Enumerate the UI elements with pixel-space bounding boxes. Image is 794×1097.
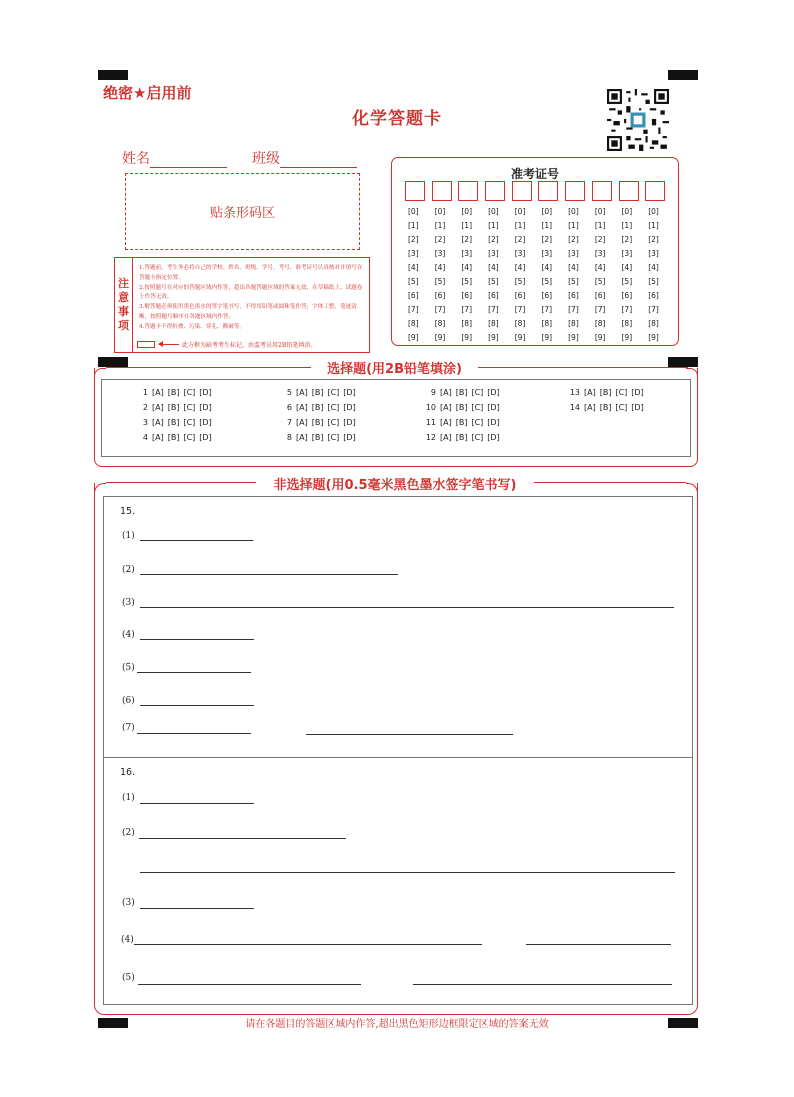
choice-question-3 — [134, 418, 216, 427]
exam-id-bubble[interactable]: [8] — [488, 319, 499, 328]
option-bubble[interactable]: [A] — [296, 433, 308, 442]
option-bubble[interactable]: [B] — [167, 418, 180, 427]
exam-id-bubble[interactable]: [5] — [434, 277, 446, 286]
exam-id-bubble[interactable]: [4] — [648, 263, 659, 272]
exam-id-bubble[interactable]: [4] — [434, 263, 446, 272]
exam-id-bubble[interactable]: [5] — [408, 277, 419, 286]
exam-id-bubble[interactable]: [3] — [648, 249, 659, 258]
question-15-label: 15. — [120, 506, 136, 517]
exam-id-bubble[interactable]: [3] — [408, 249, 419, 258]
option-bubble[interactable]: [D] — [199, 433, 212, 442]
exam-id-bubble[interactable]: [9] — [434, 333, 446, 342]
exam-id-bubble[interactable]: [7] — [541, 305, 553, 314]
exam-id-digit-boxes — [405, 181, 672, 201]
exam-id-bubble[interactable]: [8] — [568, 319, 579, 328]
choice-question-14 — [566, 403, 648, 412]
sub-label: (1) — [122, 793, 135, 803]
exam-id-bubble[interactable]: [5] — [488, 277, 499, 286]
class-field[interactable] — [252, 148, 357, 168]
exam-id-bubble[interactable]: [4] — [594, 263, 606, 272]
exam-id-bubble[interactable]: [6] — [648, 291, 659, 300]
registration-mark — [668, 357, 698, 367]
answer-line[interactable] — [140, 639, 254, 640]
exam-id-column — [538, 205, 565, 345]
option-bubble[interactable]: [C] — [327, 403, 340, 412]
exam-id-bubble[interactable]: [5] — [514, 277, 526, 286]
exam-id-bubble[interactable]: [8] — [621, 319, 633, 328]
notice-text — [139, 264, 367, 333]
exam-id-bubble[interactable]: [0] — [488, 207, 499, 216]
exam-id-bubble[interactable]: [9] — [408, 333, 419, 342]
option-bubble[interactable]: [C] — [471, 388, 484, 397]
exam-id-bubble[interactable]: [1] — [488, 221, 499, 230]
option-bubble[interactable]: [A] — [440, 388, 452, 397]
question-number: 5 — [286, 388, 292, 397]
notice-side-label: 注 意 事 项 — [115, 258, 133, 352]
question-16-label: 16. — [120, 767, 136, 778]
exam-id-bubble[interactable]: [5] — [594, 277, 606, 286]
choice-question-12 — [422, 433, 504, 442]
choice-question-6 — [278, 403, 360, 412]
exam-id-bubble[interactable]: [8] — [594, 319, 606, 328]
exam-id-column — [565, 205, 592, 345]
option-bubble[interactable]: [C] — [615, 403, 628, 412]
exam-id-bubble[interactable]: [7] — [488, 305, 499, 314]
exam-id-bubble[interactable]: [4] — [514, 263, 526, 272]
answer-line[interactable] — [140, 540, 253, 541]
exam-id-bubble[interactable]: [3] — [461, 249, 472, 258]
choice-question-7 — [278, 418, 360, 427]
answer-line[interactable] — [134, 944, 482, 945]
exam-id-bubble[interactable]: [0] — [514, 207, 526, 216]
exam-id-bubble[interactable]: [0] — [648, 207, 659, 216]
option-bubble[interactable]: [B] — [311, 388, 324, 397]
option-bubble[interactable]: [A] — [152, 433, 164, 442]
exam-id-bubble[interactable]: [1] — [594, 221, 606, 230]
exam-id-bubble[interactable]: [4] — [488, 263, 499, 272]
registration-mark — [98, 70, 128, 80]
sub-label: (3) — [122, 898, 135, 908]
exam-id-bubble[interactable]: [8] — [514, 319, 526, 328]
choice-question-8 — [278, 433, 360, 442]
exam-id-column — [592, 205, 619, 345]
option-bubble[interactable]: [A] — [584, 403, 596, 412]
exam-id-bubble[interactable]: [2] — [648, 235, 659, 244]
exam-id-bubble[interactable]: [6] — [408, 291, 419, 300]
exam-id-digit-box[interactable] — [645, 181, 665, 201]
exam-id-bubble[interactable]: [6] — [488, 291, 499, 300]
choice-question-1 — [134, 388, 216, 397]
exam-id-bubble[interactable]: [5] — [568, 277, 579, 286]
page-title: 化学答题卡 — [352, 109, 442, 129]
sub-label: (4) — [121, 935, 134, 945]
exam-id-bubble[interactable]: [4] — [541, 263, 553, 272]
exam-id-digit-box[interactable] — [512, 181, 532, 201]
exam-id-column — [512, 205, 539, 345]
exam-id-column — [619, 205, 646, 345]
exam-id-bubble[interactable]: [5] — [461, 277, 472, 286]
option-bubble[interactable]: [D] — [487, 418, 500, 427]
question-number: 10 — [425, 403, 436, 412]
exam-id-digit-box[interactable] — [405, 181, 425, 201]
option-bubble[interactable]: [D] — [343, 418, 356, 427]
option-bubble[interactable]: [A] — [152, 388, 164, 397]
name-underline[interactable] — [150, 154, 227, 168]
exam-id-bubble[interactable]: [9] — [488, 333, 499, 342]
exam-id-bubble[interactable]: [6] — [434, 291, 446, 300]
exam-id-bubble[interactable]: [3] — [514, 249, 526, 258]
exam-id-digit-box[interactable] — [592, 181, 612, 201]
exam-id-bubble[interactable]: [3] — [541, 249, 553, 258]
open-section-title: 非选择题(用0.5毫米黑色墨水签字笔书写) — [273, 478, 517, 493]
exam-id-bubble[interactable]: [1] — [434, 221, 446, 230]
option-bubble[interactable]: [C] — [183, 403, 196, 412]
option-bubble[interactable]: [B] — [167, 403, 180, 412]
question-16-panel — [103, 758, 693, 1005]
absent-note: 此方框为缺考考生标记，由监考员用2B铅笔填涂。 — [182, 342, 317, 349]
choice-section — [94, 368, 698, 467]
answer-line[interactable] — [140, 574, 398, 575]
exam-id-bubble[interactable]: [1] — [514, 221, 526, 230]
answer-line[interactable] — [139, 838, 346, 839]
option-bubble[interactable]: [D] — [343, 388, 356, 397]
exam-id-bubble[interactable]: [4] — [568, 263, 579, 272]
exam-id-bubble[interactable]: [9] — [541, 333, 553, 342]
option-bubble[interactable]: [C] — [327, 418, 340, 427]
absent-mark-row — [137, 340, 316, 349]
exam-id-bubble[interactable]: [5] — [541, 277, 553, 286]
answer-line[interactable] — [526, 944, 671, 945]
question-number: 1 — [142, 388, 148, 397]
option-bubble[interactable]: [D] — [487, 388, 500, 397]
question-number: 11 — [425, 418, 436, 427]
exam-id-digit-box[interactable] — [565, 181, 585, 201]
exam-id-bubble[interactable]: [1] — [461, 221, 472, 230]
option-bubble[interactable]: [A] — [440, 433, 452, 442]
exam-id-bubble[interactable]: [6] — [621, 291, 633, 300]
notice-box — [114, 257, 370, 353]
exam-id-bubble[interactable]: [7] — [461, 305, 472, 314]
option-bubble[interactable]: [B] — [599, 388, 612, 397]
exam-id-digit-box[interactable] — [458, 181, 478, 201]
arrow-left-icon — [159, 344, 179, 345]
option-bubble[interactable]: [B] — [599, 403, 612, 412]
exam-id-bubble[interactable]: [2] — [541, 235, 553, 244]
registration-mark — [668, 70, 698, 80]
exam-id-bubble[interactable]: [6] — [594, 291, 606, 300]
choice-question-4 — [134, 433, 216, 442]
option-bubble[interactable]: [A] — [584, 388, 596, 397]
option-bubble[interactable]: [B] — [311, 418, 324, 427]
question-number: 7 — [286, 418, 292, 427]
exam-id-column — [485, 205, 512, 345]
exam-id-bubble[interactable]: [7] — [648, 305, 659, 314]
exam-id-bubble[interactable]: [9] — [621, 333, 633, 342]
exam-id-bubble[interactable]: [7] — [621, 305, 633, 314]
exam-id-bubble[interactable]: [5] — [648, 277, 659, 286]
choice-question-13 — [566, 388, 648, 397]
option-bubble[interactable]: [D] — [199, 403, 212, 412]
exam-id-bubble[interactable]: [2] — [621, 235, 633, 244]
question-number: 14 — [569, 403, 580, 412]
answer-line[interactable] — [137, 733, 251, 734]
exam-id-column — [645, 205, 672, 345]
exam-id-bubble[interactable]: [4] — [408, 263, 419, 272]
barcode-area-label: 贴条形码区 — [209, 206, 275, 221]
exam-id-bubble[interactable]: [7] — [408, 305, 419, 314]
option-bubble[interactable]: [D] — [199, 388, 212, 397]
option-bubble[interactable]: [B] — [167, 433, 180, 442]
option-bubble[interactable]: [C] — [471, 418, 484, 427]
answer-line[interactable] — [413, 984, 672, 985]
exam-id-bubble[interactable]: [6] — [514, 291, 526, 300]
exam-id-bubble[interactable]: [9] — [594, 333, 606, 342]
class-underline[interactable] — [280, 154, 357, 168]
exam-id-bubble[interactable]: [4] — [621, 263, 633, 272]
choice-question-5 — [278, 388, 360, 397]
exam-id-column — [432, 205, 459, 345]
footer-note: 请在各题目的答题区域内作答,超出黑色矩形边框限定区域的答案无效 — [245, 1019, 549, 1030]
exam-id-bubble[interactable]: [2] — [514, 235, 526, 244]
option-bubble[interactable]: [C] — [471, 433, 484, 442]
sub-label: (1) — [122, 531, 135, 541]
option-bubble[interactable]: [C] — [183, 388, 196, 397]
exam-id-bubble[interactable]: [0] — [434, 207, 446, 216]
question-number: 3 — [142, 418, 148, 427]
exam-id-bubble[interactable]: [8] — [461, 319, 472, 328]
answer-line[interactable] — [140, 803, 254, 804]
question-number: 6 — [286, 403, 292, 412]
secrecy-label: 绝密★启用前 — [103, 84, 192, 102]
exam-id-digit-box[interactable] — [538, 181, 558, 201]
question-number: 9 — [430, 388, 436, 397]
notice-item: 3.解答题必须使用黑色墨水的签字笔书写，不得用铅笔或圆珠笔作答；字体工整、笔迹清晰，按照题号顺序在各题区域内作答。 — [139, 304, 357, 320]
choice-question-2 — [134, 403, 216, 412]
exam-id-bubble[interactable]: [4] — [461, 263, 472, 272]
exam-id-bubble[interactable]: [6] — [461, 291, 472, 300]
exam-id-digit-box[interactable] — [619, 181, 639, 201]
option-bubble[interactable]: [C] — [471, 403, 484, 412]
exam-id-bubble[interactable]: [2] — [461, 235, 472, 244]
option-bubble[interactable]: [C] — [327, 433, 340, 442]
exam-id-digit-box[interactable] — [485, 181, 505, 201]
exam-id-bubble[interactable]: [0] — [621, 207, 633, 216]
exam-id-bubble[interactable]: [1] — [541, 221, 553, 230]
exam-id-bubble[interactable]: [3] — [434, 249, 446, 258]
exam-id-column — [405, 205, 432, 345]
exam-id-bubble[interactable]: [0] — [408, 207, 419, 216]
option-bubble[interactable]: [B] — [311, 403, 324, 412]
exam-id-bubble[interactable]: [1] — [568, 221, 579, 230]
sub-label: (6) — [122, 696, 135, 706]
exam-id-bubble[interactable]: [3] — [568, 249, 579, 258]
class-label: 班级 — [252, 151, 280, 167]
option-bubble[interactable]: [A] — [440, 403, 452, 412]
exam-id-bubble[interactable]: [6] — [541, 291, 553, 300]
option-bubble[interactable]: [B] — [455, 433, 468, 442]
exam-id-bubble[interactable]: [1] — [621, 221, 633, 230]
notice-item: 4.答题卡不得折叠、污染、穿孔、撕破等。 — [139, 323, 246, 330]
answer-line[interactable] — [138, 984, 361, 985]
name-label: 姓名 — [122, 151, 150, 167]
exam-id-bubble[interactable]: [7] — [514, 305, 526, 314]
exam-id-column — [458, 205, 485, 345]
exam-id-digit-box[interactable] — [432, 181, 452, 201]
exam-id-bubble[interactable]: [9] — [514, 333, 526, 342]
exam-id-bubble[interactable]: [7] — [568, 305, 579, 314]
answer-line[interactable] — [140, 872, 675, 873]
exam-id-bubble[interactable]: [8] — [434, 319, 446, 328]
choice-section-title: 选择题(用2B铅笔填涂) — [327, 362, 462, 377]
option-bubble[interactable]: [C] — [327, 388, 340, 397]
question-number: 8 — [286, 433, 292, 442]
barcode-area — [125, 173, 360, 250]
option-bubble[interactable]: [D] — [343, 403, 356, 412]
exam-id-bubble[interactable]: [9] — [461, 333, 472, 342]
option-bubble[interactable]: [A] — [296, 418, 308, 427]
option-bubble[interactable]: [B] — [311, 433, 324, 442]
option-bubble[interactable]: [C] — [615, 388, 628, 397]
sub-label: (2) — [122, 828, 135, 838]
notice-item: 1.答题前，考生务必将自己的学校、姓名、班级、学号、考号、准考证号认真核对并填写在答题卡指定位置。 — [139, 265, 363, 281]
question-number: 13 — [569, 388, 580, 397]
absent-checkbox[interactable] — [137, 341, 155, 348]
option-bubble[interactable]: [D] — [487, 403, 500, 412]
question-number: 2 — [142, 403, 148, 412]
exam-id-bubble[interactable]: [0] — [461, 207, 472, 216]
option-bubble[interactable]: [B] — [455, 418, 468, 427]
option-bubble[interactable]: [C] — [183, 418, 196, 427]
question-15-panel — [103, 496, 693, 758]
option-bubble[interactable]: [A] — [152, 418, 164, 427]
exam-id-panel — [391, 157, 679, 346]
exam-id-bubble[interactable]: [1] — [648, 221, 659, 230]
answer-line[interactable] — [140, 908, 254, 909]
exam-id-bubble[interactable]: [0] — [568, 207, 579, 216]
option-bubble[interactable]: [B] — [167, 388, 180, 397]
option-bubble[interactable]: [C] — [183, 433, 196, 442]
exam-id-bubble[interactable]: [3] — [621, 249, 633, 258]
sub-label: (7) — [122, 723, 135, 733]
exam-id-bubble[interactable]: [0] — [541, 207, 553, 216]
answer-line[interactable] — [306, 734, 513, 735]
choice-question-11 — [422, 418, 504, 427]
exam-id-bubble[interactable]: [2] — [594, 235, 606, 244]
registration-mark — [98, 357, 128, 367]
exam-id-title: 准考证号 — [510, 167, 559, 181]
option-bubble[interactable]: [A] — [296, 403, 308, 412]
notice-item: 2.按照题号在对应的答题区域内作答，超出各题答题区域的答案无效，在草稿纸上、试题卷上作答无效。 — [139, 284, 363, 301]
exam-id-bubble[interactable]: [7] — [594, 305, 606, 314]
exam-id-bubble[interactable]: [6] — [568, 291, 579, 300]
exam-id-bubble[interactable]: [8] — [408, 319, 419, 328]
option-bubble[interactable]: [D] — [199, 418, 212, 427]
question-number: 4 — [142, 433, 148, 442]
question-number: 12 — [425, 433, 436, 442]
sub-label: (5) — [122, 973, 135, 983]
option-bubble[interactable]: [A] — [440, 418, 452, 427]
exam-id-bubble[interactable]: [3] — [488, 249, 499, 258]
answer-line[interactable] — [140, 705, 254, 706]
option-bubble[interactable]: [B] — [455, 388, 468, 397]
exam-id-bubble[interactable]: [7] — [434, 305, 446, 314]
choice-question-9 — [422, 388, 504, 397]
option-bubble[interactable]: [D] — [631, 403, 644, 412]
choice-question-10 — [422, 403, 504, 412]
qr-code-icon — [607, 89, 669, 151]
sub-label: (2) — [122, 565, 135, 575]
exam-id-bubble[interactable]: [2] — [568, 235, 579, 244]
exam-id-bubble[interactable]: [2] — [434, 235, 446, 244]
open-section — [94, 483, 698, 1015]
exam-id-bubble[interactable]: [8] — [648, 319, 659, 328]
exam-id-bubble[interactable]: [8] — [541, 319, 553, 328]
corner — [94, 368, 106, 380]
answer-line[interactable] — [137, 672, 251, 673]
exam-id-bubble[interactable]: [1] — [408, 221, 419, 230]
option-bubble[interactable]: [B] — [455, 403, 468, 412]
sub-label: (4) — [122, 630, 135, 640]
option-bubble[interactable]: [D] — [343, 433, 356, 442]
exam-id-bubble[interactable]: [9] — [568, 333, 579, 342]
name-field[interactable] — [122, 148, 227, 168]
exam-id-bubble[interactable]: [0] — [594, 207, 606, 216]
exam-id-bubble[interactable]: [3] — [594, 249, 606, 258]
exam-id-bubble-grid — [405, 205, 672, 345]
option-bubble[interactable]: [A] — [296, 388, 308, 397]
sub-label: (5) — [122, 663, 135, 673]
option-bubble[interactable]: [D] — [487, 433, 500, 442]
answer-line[interactable] — [140, 607, 674, 608]
sub-label: (3) — [122, 598, 135, 608]
exam-id-bubble[interactable]: [2] — [488, 235, 499, 244]
exam-id-bubble[interactable]: [5] — [621, 277, 633, 286]
option-bubble[interactable]: [D] — [631, 388, 644, 397]
option-bubble[interactable]: [A] — [152, 403, 164, 412]
choice-grid — [101, 379, 691, 457]
exam-id-bubble[interactable]: [9] — [648, 333, 659, 342]
exam-id-bubble[interactable]: [2] — [408, 235, 419, 244]
